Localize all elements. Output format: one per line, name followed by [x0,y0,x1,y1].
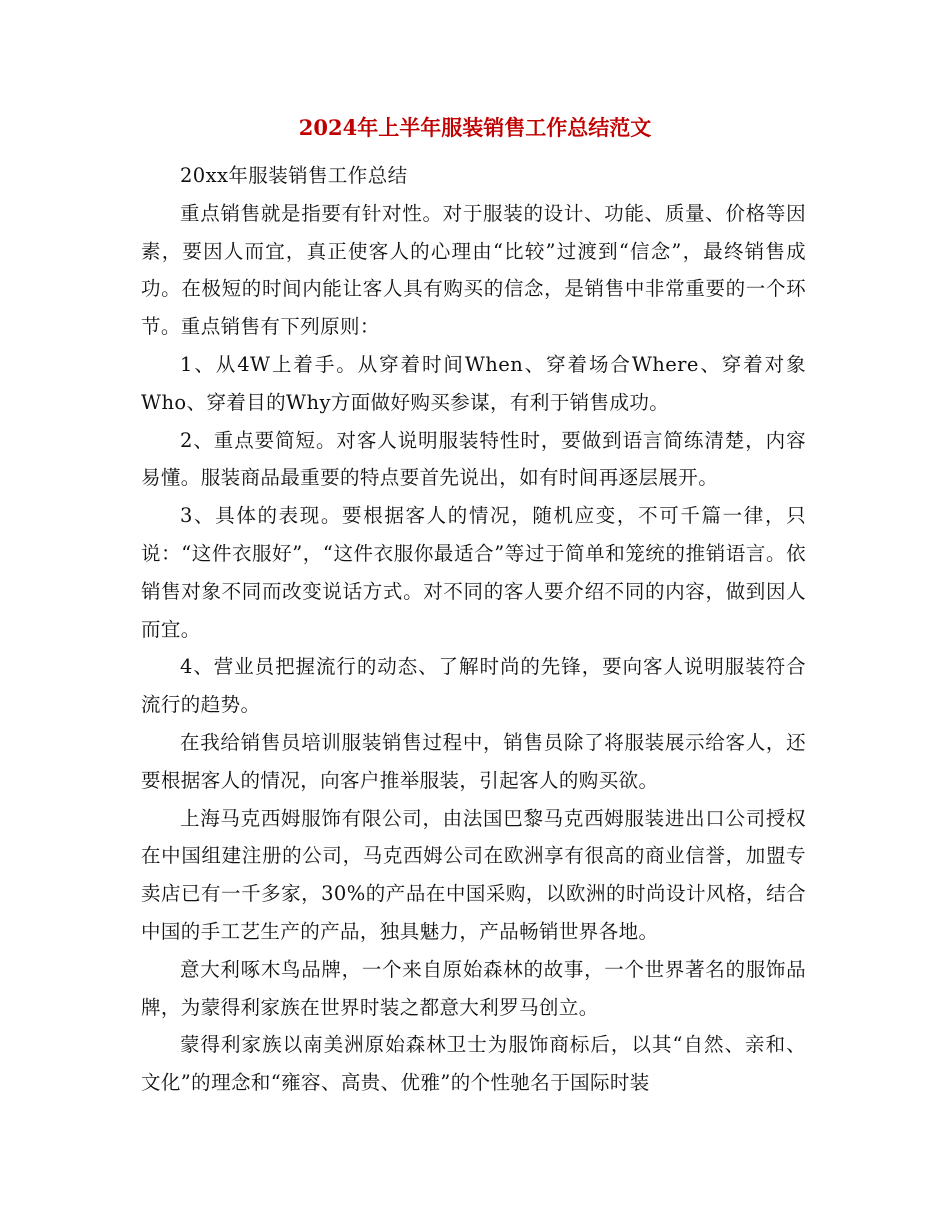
paragraph-key-selling: 重点销售就是指要有针对性。对于服装的设计、功能、质量、价格等因素，要因人而宜，真正使客人的心理由“比较”过渡到“信念”，最终销售成功。在极短的时间内能让客人具有购买的信念，是销售中非常重要的一个环节。重点销售有下列原则： [141,201,806,339]
document-body [141,157,806,1102]
paragraph-principle-3: 3、具体的表现。要根据客人的情况，随机应变，不可千篇一律，只说：“这件衣服好”，“这件衣服你最适合”等过于简单和笼统的推销语言。依销售对象不同而改变说话方式。对不同的客人要介绍不同的内容，做到因人而宜。 [141,504,806,641]
paragraph-training: 在我给销售员培训服装销售过程中，销售员除了将服装展示给客人，还要根据客人的情况，向客户推举服装，引起客人的购买欲。 [141,730,806,792]
paragraph-principle-1: 1、从4W上着手。从穿着时间When、穿着场合Where、穿着对象Who、穿着目的Why方面做好购买参谋，有利于销售成功。 [141,352,806,414]
paragraph-principle-4: 4、营业员把握流行的动态、了解时尚的先锋，要向客人说明服装符合流行的趋势。 [141,655,806,717]
paragraph-maxim: 上海马克西姆服饰有限公司，由法国巴黎马克西姆服装进出口公司授权在中国组建注册的公司，马克西姆公司在欧洲享有很高的商业信誉，加盟专卖店已有一千多家，30%的产品在中国采购，以欧洲的时尚设计风格，结合中国的手工艺生产的产品，独具魅力，产品畅销世界各地。 [141,806,806,943]
paragraph-woodpecker: 意大利啄木鸟品牌，一个来自原始森林的故事，一个世界著名的服饰品牌，为蒙得利家族在世界时装之都意大利罗马创立。 [141,957,806,1019]
paragraph-montagut: 蒙得利家族以南美洲原始森林卫士为服饰商标后，以其“自然、亲和、文化”的理念和“雍容、高贵、优雅”的个性驰名于国际时装 [141,1033,806,1095]
document-title: 2024年上半年服装销售工作总结范文 [298,115,652,140]
paragraph-subtitle: 20xx年服装销售工作总结 [180,164,408,187]
paragraph-principle-2: 2、重点要简短。对客人说明服装特性时，要做到语言简练清楚，内容易懂。服装商品最重要的特点要首先说出，如有时间再逐层展开。 [141,428,806,490]
